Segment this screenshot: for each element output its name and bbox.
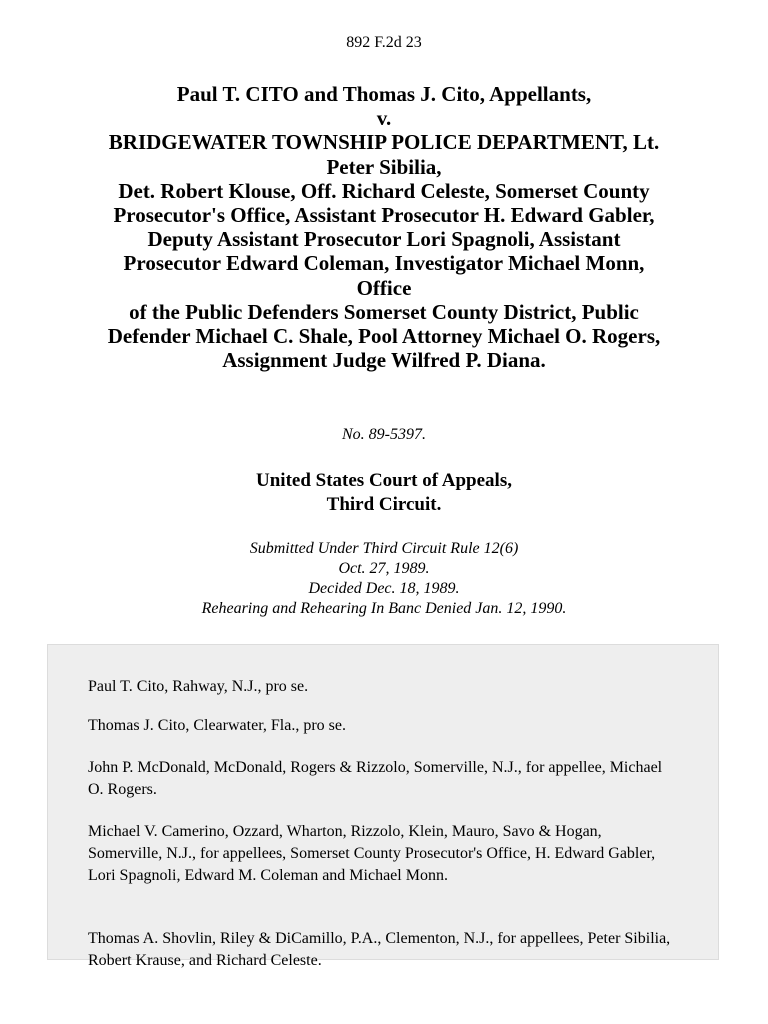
case-caption: [40, 82, 728, 372]
counsel-section: [47, 644, 719, 969]
counsel-entry: Thomas J. Cito, Clearwater, Fla., pro se.: [88, 717, 346, 734]
caption-line: BRIDGEWATER TOWNSHIP POLICE DEPARTMENT, Lt.: [108, 130, 660, 155]
counsel-entry: John P. McDonald, McDonald, Rogers & Rizzolo, Somerville, N.J., for appellee, Michael O. Rogers.: [88, 759, 663, 798]
decided-date: Decided Dec. 18, 1989.: [308, 580, 460, 597]
caption-line: Defender Michael C. Shale, Pool Attorney Michael O. Rogers,: [107, 324, 661, 349]
caption-line: Deputy Assistant Prosecutor Lori Spagnoli, Assistant: [147, 227, 621, 252]
court-circuit: Third Circuit.: [326, 494, 442, 515]
caption-line: Office: [356, 275, 412, 300]
caption-line: Paul T. CITO and Thomas J. Cito, Appellants,: [176, 82, 592, 106]
caption-line: Det. Robert Klouse, Off. Richard Celeste, Somerset County: [118, 178, 650, 203]
court-name: [0, 469, 768, 517]
citation: 892 F.2d 23: [346, 34, 422, 51]
caption-line: Assignment Judge Wilfred P. Diana.: [222, 348, 546, 373]
caption-line: Prosecutor Edward Coleman, Investigator Michael Monn,: [123, 251, 645, 276]
counsel-entry: Thomas A. Shovlin, Riley & DiCamillo, P.A., Clementon, N.J., for appellees, Peter Sibilia, Robert Krause, and Richard Celeste.: [88, 930, 671, 969]
court-line: United States Court of Appeals,: [256, 470, 512, 491]
procedural-dates: [0, 539, 768, 619]
counsel-entry: Paul T. Cito, Rahway, N.J., pro se.: [88, 678, 309, 695]
submitted-date: Oct. 27, 1989.: [338, 560, 430, 577]
caption-line: Peter Sibilia,: [326, 154, 442, 179]
caption-line: of the Public Defenders Somerset County District, Public: [129, 299, 639, 324]
docket-number: No. 89-5397.: [342, 426, 426, 443]
rehearing-note: Rehearing and Rehearing In Banc Denied Jan. 12, 1990.: [201, 600, 567, 617]
caption-line: v.: [376, 106, 392, 131]
counsel-entry: Michael V. Camerino, Ozzard, Wharton, Rizzolo, Klein, Mauro, Savo & Hogan, Somerville, N.J., for appellees, Somerset County Prosecutor's Office, H. Edward Gabler, Lori Spagnoli, Edward M. Coleman and Michael Monn.: [88, 823, 656, 884]
submitted-note: Submitted Under Third Circuit Rule 12(6): [249, 540, 519, 557]
caption-line: Prosecutor's Office, Assistant Prosecutor H. Edward Gabler,: [113, 203, 655, 228]
